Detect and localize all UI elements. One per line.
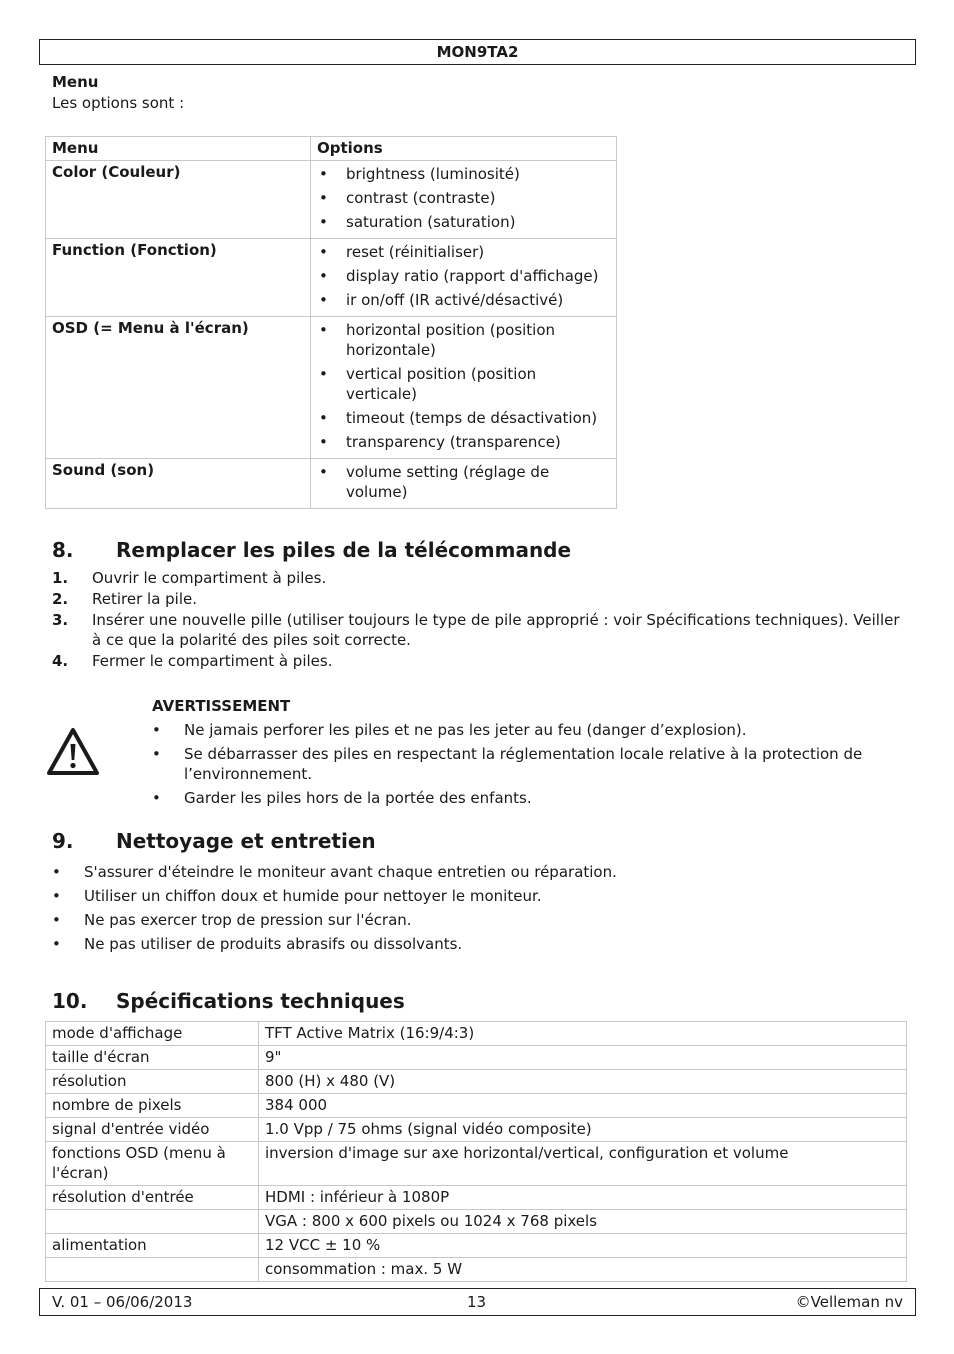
spec-label: mode d'affichage	[46, 1022, 259, 1046]
step-number: 4.	[52, 652, 69, 670]
menu-cell: Function (Fonction)	[46, 239, 311, 317]
step-text: Retirer la pile.	[92, 590, 198, 608]
spec-value: inversion d'image sur axe horizontal/vertical, configuration et volume	[259, 1142, 907, 1186]
step-number: 1.	[52, 569, 69, 587]
list-item: • contrast (contraste)	[317, 188, 610, 208]
step-item	[52, 651, 912, 671]
section-9-heading	[52, 829, 376, 853]
table-row	[46, 459, 617, 509]
spec-label	[46, 1210, 259, 1234]
section-title: Remplacer les piles de la télécommande	[116, 538, 572, 562]
page-header	[39, 39, 916, 65]
menu-intro: Les options sont :	[52, 94, 185, 112]
page-footer	[39, 1288, 916, 1316]
section-title: Spécifications techniques	[116, 989, 405, 1013]
list-item: • Utiliser un chiffon doux et humide pour nettoyer le moniteur.	[52, 886, 912, 906]
spec-value: HDMI : inférieur à 1080P	[259, 1186, 907, 1210]
table-row	[46, 1094, 907, 1118]
list-item: • brightness (luminosité)	[317, 164, 610, 184]
list-item: • transparency (transparence)	[317, 432, 610, 452]
spec-value: 800 (H) x 480 (V)	[259, 1070, 907, 1094]
spec-label: résolution	[46, 1070, 259, 1094]
table-header-menu: Menu	[46, 137, 311, 161]
table-row	[46, 1186, 907, 1210]
spec-label: alimentation	[46, 1234, 259, 1258]
spec-label: nombre de pixels	[46, 1094, 259, 1118]
options-cell	[311, 239, 617, 317]
list-item: • display ratio (rapport d'affichage)	[317, 266, 610, 286]
menu-options-table	[45, 136, 617, 509]
menu-heading: Menu	[52, 73, 99, 91]
list-item: • reset (réinitialiser)	[317, 242, 610, 262]
footer-version: V. 01 – 06/06/2013	[52, 1293, 193, 1311]
table-row	[46, 1118, 907, 1142]
table-row	[46, 317, 617, 459]
document-title: MON9TA2	[436, 43, 519, 61]
list-item: • vertical position (position verticale)	[317, 364, 610, 404]
step-item	[52, 589, 912, 609]
cleaning-list	[52, 862, 912, 958]
spec-label	[46, 1258, 259, 1282]
table-row	[46, 1070, 907, 1094]
step-text: Insérer une nouvelle pille (utiliser toujours le type de pile approprié : voir Spécifications techniques). Veiller à ce que la polarité des piles soit correcte.	[92, 611, 900, 649]
spec-value: 384 000	[259, 1094, 907, 1118]
list-item: • timeout (temps de désactivation)	[317, 408, 610, 428]
list-item: • S'assurer d'éteindre le moniteur avant chaque entretien ou réparation.	[52, 862, 912, 882]
spec-label: fonctions OSD (menu à l'écran)	[46, 1142, 259, 1186]
step-text: Ouvrir le compartiment à piles.	[92, 569, 327, 587]
list-item: • Garder les piles hors de la portée des enfants.	[152, 788, 912, 808]
options-cell	[311, 459, 617, 509]
list-item: • Se débarrasser des piles en respectant la réglementation locale relative à la protection de l’environnement.	[152, 744, 912, 784]
section-8-heading	[52, 538, 571, 562]
table-row	[46, 1234, 907, 1258]
table-row	[46, 1046, 907, 1070]
list-item: • ir on/off (IR activé/désactivé)	[317, 290, 610, 310]
list-item: • Ne pas utiliser de produits abrasifs ou dissolvants.	[52, 934, 912, 954]
list-item: • Ne pas exercer trop de pression sur l'écran.	[52, 910, 912, 930]
specifications-table	[45, 1021, 907, 1282]
table-header-row	[46, 137, 617, 161]
options-cell	[311, 317, 617, 459]
spec-value: 1.0 Vpp / 75 ohms (signal vidéo composite)	[259, 1118, 907, 1142]
list-item: • saturation (saturation)	[317, 212, 610, 232]
spec-label: signal d'entrée vidéo	[46, 1118, 259, 1142]
step-item	[52, 610, 912, 650]
list-item: • horizontal position (position horizontale)	[317, 320, 610, 360]
spec-value: consommation : max. 5 W	[259, 1258, 907, 1282]
menu-cell: Sound (son)	[46, 459, 311, 509]
warning-triangle-icon	[46, 727, 100, 777]
battery-steps	[52, 568, 912, 671]
list-item: • Ne jamais perforer les piles et ne pas les jeter au feu (danger d’explosion).	[152, 720, 912, 740]
spec-value: 9"	[259, 1046, 907, 1070]
spec-value: TFT Active Matrix (16:9/4:3)	[259, 1022, 907, 1046]
spec-label: taille d'écran	[46, 1046, 259, 1070]
step-number: 3.	[52, 611, 69, 629]
warning-title: AVERTISSEMENT	[152, 697, 291, 715]
spec-value: VGA : 800 x 600 pixels ou 1024 x 768 pixels	[259, 1210, 907, 1234]
section-title: Nettoyage et entretien	[116, 829, 376, 853]
table-row	[46, 239, 617, 317]
section-number: 10.	[52, 989, 88, 1013]
section-number: 9.	[52, 829, 74, 853]
step-item	[52, 568, 912, 588]
menu-cell: Color (Couleur)	[46, 161, 311, 239]
table-row	[46, 161, 617, 239]
table-row	[46, 1142, 907, 1186]
section-number: 8.	[52, 538, 74, 562]
footer-copyright: ©Velleman nv	[795, 1293, 903, 1311]
warning-block	[152, 696, 912, 812]
table-header-options: Options	[311, 137, 617, 161]
spec-value: 12 VCC ± 10 %	[259, 1234, 907, 1258]
footer-page-number: 13	[467, 1293, 487, 1311]
table-row	[46, 1022, 907, 1046]
list-item: • volume setting (réglage de volume)	[317, 462, 610, 502]
menu-cell: OSD (= Menu à l'écran)	[46, 317, 311, 459]
step-number: 2.	[52, 590, 69, 608]
spec-label: résolution d'entrée	[46, 1186, 259, 1210]
step-text: Fermer le compartiment à piles.	[92, 652, 333, 670]
options-cell	[311, 161, 617, 239]
table-row	[46, 1210, 907, 1234]
table-row	[46, 1258, 907, 1282]
section-10-heading	[52, 989, 405, 1013]
